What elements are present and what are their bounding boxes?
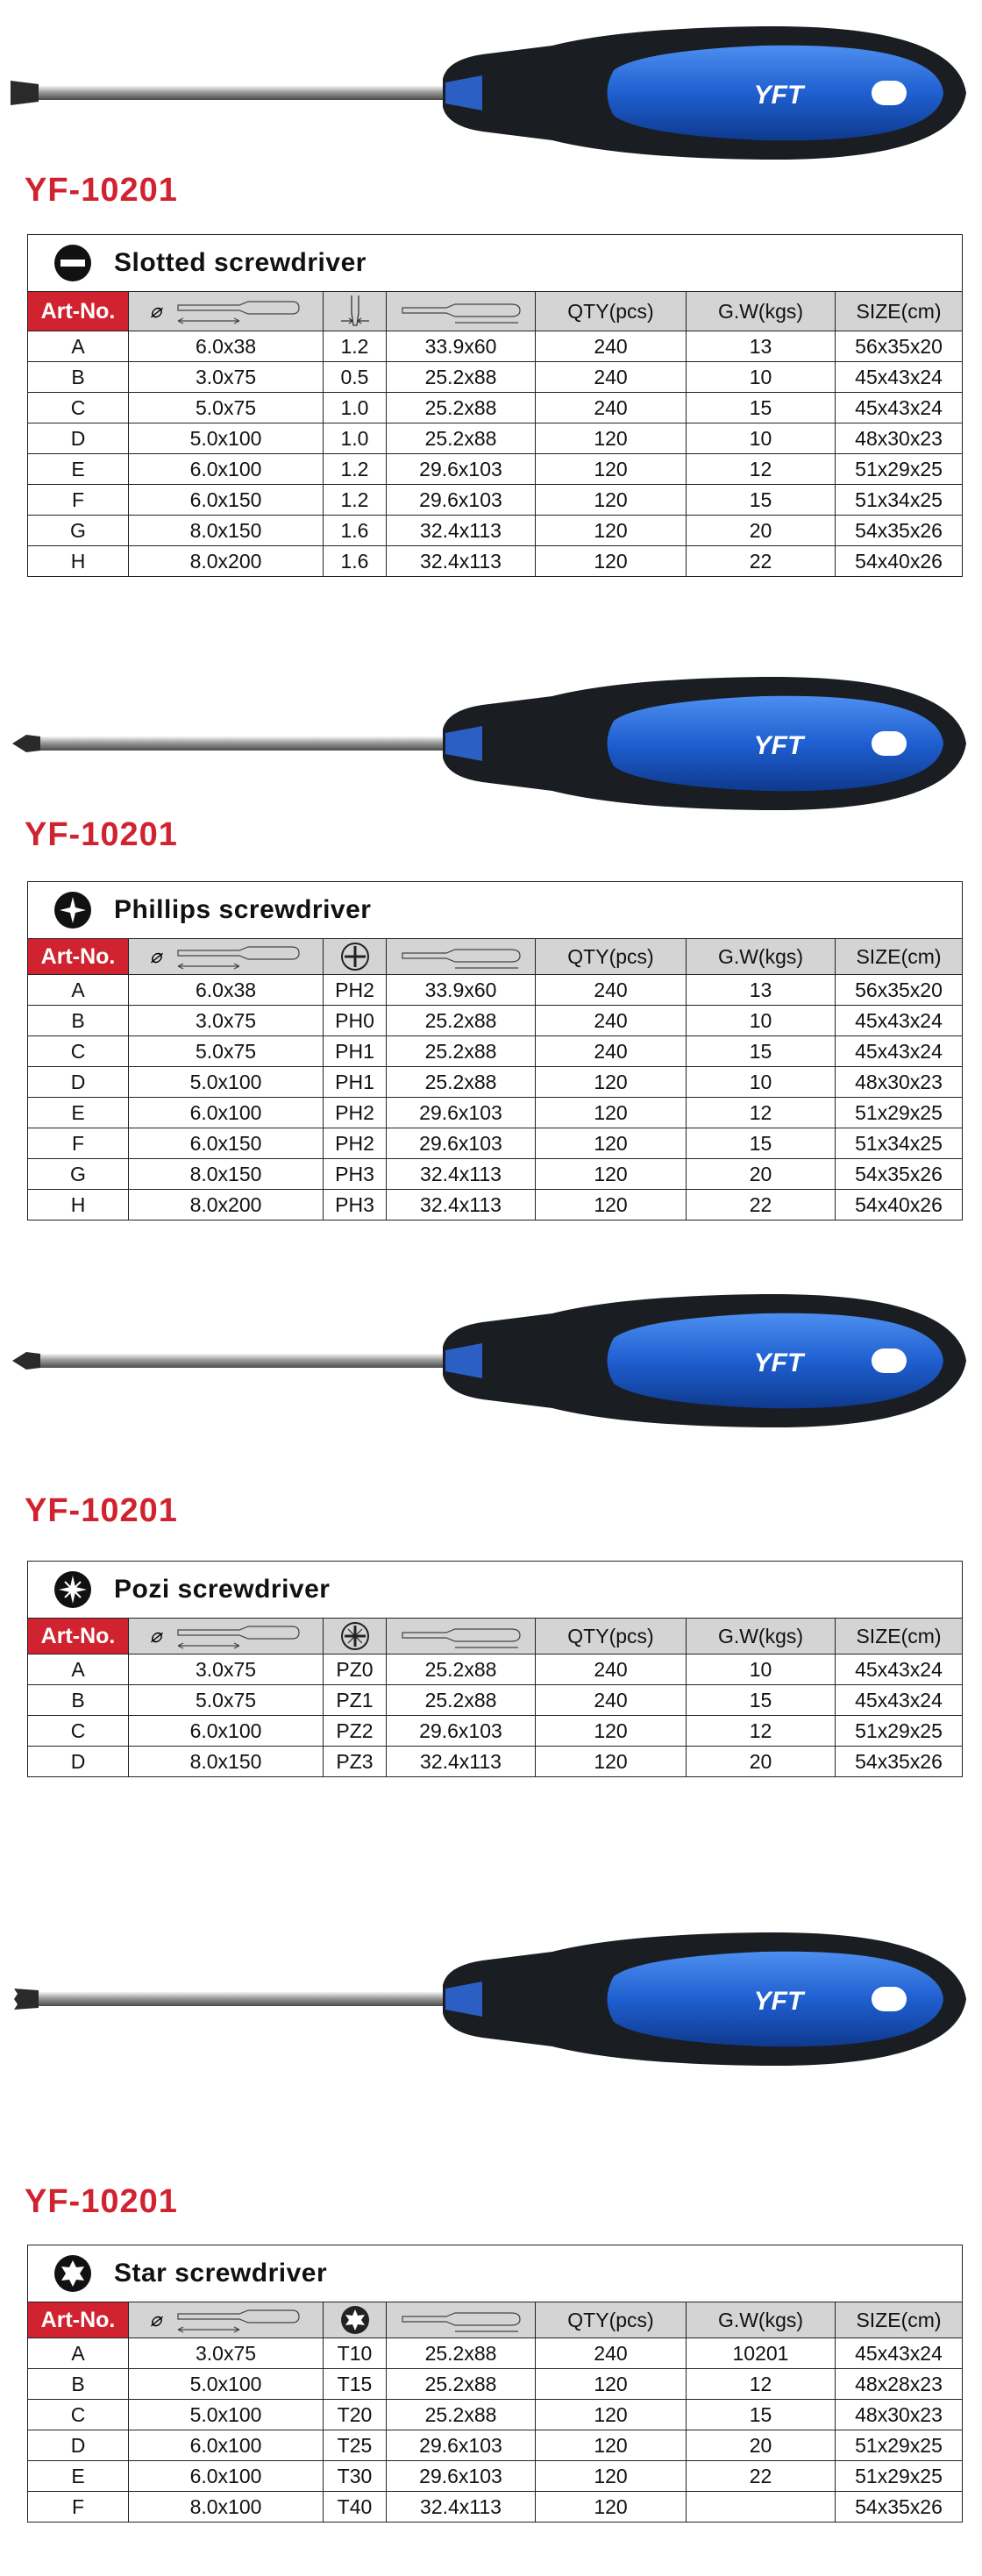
qty-cell: 240 bbox=[536, 362, 687, 393]
size-cell: 56x35x20 bbox=[836, 975, 963, 1006]
art-no-cell: H bbox=[28, 546, 129, 577]
table-body bbox=[28, 2338, 963, 2523]
handle-size-cell: 25.2x88 bbox=[387, 1654, 536, 1685]
handle-size-cell: 32.4x113 bbox=[387, 516, 536, 546]
diameter-length-diagram-icon bbox=[143, 939, 310, 974]
handle-size-cell: 29.6x103 bbox=[387, 1098, 536, 1128]
star-tip-icon bbox=[53, 2253, 93, 2294]
handle-size-cell: 29.6x103 bbox=[387, 1128, 536, 1159]
table-row bbox=[28, 1654, 963, 1685]
qty-cell: 120 bbox=[536, 485, 687, 516]
tip-size-cell: T30 bbox=[324, 2461, 387, 2492]
diameter-length-cell: 5.0x75 bbox=[129, 1036, 324, 1067]
qty-cell: 120 bbox=[536, 1747, 687, 1777]
diameter-length-cell: 5.0x100 bbox=[129, 1067, 324, 1098]
spec-table-pozi bbox=[27, 1561, 963, 1777]
handle-size-header bbox=[387, 292, 536, 331]
tip-size-cell: PH2 bbox=[324, 1098, 387, 1128]
size-cell: 51x34x25 bbox=[836, 485, 963, 516]
qty-cell: 240 bbox=[536, 1036, 687, 1067]
table-row bbox=[28, 2430, 963, 2461]
art-no-cell: A bbox=[28, 975, 129, 1006]
table-title-row bbox=[28, 2245, 963, 2302]
size-cell: 51x29x25 bbox=[836, 2461, 963, 2492]
size-cell: 45x43x24 bbox=[836, 1685, 963, 1716]
diameter-length-cell: 6.0x38 bbox=[129, 331, 324, 362]
torx-star-icon bbox=[338, 2302, 373, 2338]
gw-cell: 22 bbox=[687, 546, 836, 577]
qty-header: QTY(pcs) bbox=[536, 1619, 687, 1654]
tip-size-cell: PH0 bbox=[324, 1006, 387, 1036]
gw-cell: 20 bbox=[687, 1159, 836, 1190]
size-cell: 54x40x26 bbox=[836, 1190, 963, 1220]
diameter-length-cell: 6.0x150 bbox=[129, 1128, 324, 1159]
diameter-length-cell: 6.0x38 bbox=[129, 975, 324, 1006]
table-row bbox=[28, 1190, 963, 1220]
table-row bbox=[28, 1685, 963, 1716]
table-title: Slotted screwdriver bbox=[114, 248, 366, 277]
handle-size-cell: 32.4x113 bbox=[387, 2492, 536, 2523]
brand-logo: YFT bbox=[753, 81, 804, 110]
handle-size-cell: 29.6x103 bbox=[387, 454, 536, 485]
qty-cell: 120 bbox=[536, 1067, 687, 1098]
handle-size-cell: 25.2x88 bbox=[387, 1006, 536, 1036]
table-row bbox=[28, 516, 963, 546]
art-no-cell: D bbox=[28, 1067, 129, 1098]
handle-size-cell: 32.4x113 bbox=[387, 1747, 536, 1777]
size-cell: 51x29x25 bbox=[836, 1098, 963, 1128]
gw-cell: 20 bbox=[687, 2430, 836, 2461]
tip-size-cell: 1.2 bbox=[324, 485, 387, 516]
gw-cell: 10 bbox=[687, 1654, 836, 1685]
tip-size-cell: PZ2 bbox=[324, 1716, 387, 1747]
tip-size-cell: PH2 bbox=[324, 975, 387, 1006]
table-row bbox=[28, 331, 963, 362]
gw-header: G.W(kgs) bbox=[687, 292, 836, 331]
diameter-length-cell: 8.0x200 bbox=[129, 546, 324, 577]
tip-size-cell: 1.6 bbox=[324, 546, 387, 577]
table-row bbox=[28, 1036, 963, 1067]
handle-size-cell: 33.9x60 bbox=[387, 975, 536, 1006]
diameter-length-header bbox=[129, 1619, 324, 1654]
art-no-cell: F bbox=[28, 485, 129, 516]
table-header-row bbox=[28, 939, 963, 975]
art-no-cell: B bbox=[28, 2369, 129, 2400]
phillips-screwdriver-image bbox=[9, 670, 973, 819]
diameter-length-cell: 3.0x75 bbox=[129, 1654, 324, 1685]
hang-hole bbox=[872, 1987, 907, 2011]
gw-cell: 15 bbox=[687, 393, 836, 423]
diameter-length-diagram-icon bbox=[143, 2302, 310, 2338]
qty-cell: 120 bbox=[536, 546, 687, 577]
qty-cell: 120 bbox=[536, 2492, 687, 2523]
tip-size-cell: 1.0 bbox=[324, 423, 387, 454]
table-header-row bbox=[28, 1619, 963, 1654]
qty-cell: 120 bbox=[536, 1128, 687, 1159]
table-body bbox=[28, 975, 963, 1220]
table-row bbox=[28, 393, 963, 423]
gw-header: G.W(kgs) bbox=[687, 1619, 836, 1654]
handle-size-cell: 25.2x88 bbox=[387, 1067, 536, 1098]
size-header: SIZE(cm) bbox=[836, 2302, 963, 2338]
size-cell: 54x40x26 bbox=[836, 546, 963, 577]
art-no-cell: C bbox=[28, 1036, 129, 1067]
gw-header: G.W(kgs) bbox=[687, 939, 836, 975]
handle-size-cell: 29.6x103 bbox=[387, 1716, 536, 1747]
size-cell: 51x29x25 bbox=[836, 1716, 963, 1747]
art-no-cell: F bbox=[28, 1128, 129, 1159]
table-row bbox=[28, 975, 963, 1006]
art-no-header: Art-No. bbox=[28, 939, 129, 975]
qty-cell: 120 bbox=[536, 1098, 687, 1128]
table-header-row bbox=[28, 292, 963, 331]
art-no-cell: G bbox=[28, 1159, 129, 1190]
qty-cell: 120 bbox=[536, 2430, 687, 2461]
diameter-length-cell: 6.0x150 bbox=[129, 485, 324, 516]
pozi-tip-icon bbox=[53, 1569, 93, 1610]
tip-size-cell: PH3 bbox=[324, 1159, 387, 1190]
spec-table-phillips bbox=[27, 881, 963, 1220]
handle-size-cell: 29.6x103 bbox=[387, 2430, 536, 2461]
table-row bbox=[28, 1747, 963, 1777]
qty-cell: 240 bbox=[536, 1685, 687, 1716]
art-no-cell: E bbox=[28, 1098, 129, 1128]
table-row bbox=[28, 1159, 963, 1190]
tip-size-header bbox=[324, 1619, 387, 1654]
slotted-screwdriver-image bbox=[9, 19, 973, 168]
diameter-length-cell: 8.0x150 bbox=[129, 1159, 324, 1190]
blade-thickness-icon bbox=[329, 292, 381, 331]
table-row bbox=[28, 2400, 963, 2430]
art-no-cell: C bbox=[28, 393, 129, 423]
size-cell: 54x35x26 bbox=[836, 2492, 963, 2523]
qty-cell: 120 bbox=[536, 454, 687, 485]
diameter-length-cell: 8.0x150 bbox=[129, 516, 324, 546]
size-cell: 54x35x26 bbox=[836, 1159, 963, 1190]
size-cell: 45x43x24 bbox=[836, 362, 963, 393]
model-number: YF-10201 bbox=[25, 1492, 178, 1529]
art-no-header: Art-No. bbox=[28, 1619, 129, 1654]
gw-cell: 15 bbox=[687, 1685, 836, 1716]
diameter-length-cell: 5.0x75 bbox=[129, 1685, 324, 1716]
gw-cell: 10 bbox=[687, 362, 836, 393]
handle-dimension-icon bbox=[395, 1619, 527, 1654]
diameter-length-cell: 3.0x75 bbox=[129, 1006, 324, 1036]
hang-hole bbox=[872, 81, 907, 105]
size-cell: 45x43x24 bbox=[836, 1006, 963, 1036]
qty-cell: 240 bbox=[536, 1006, 687, 1036]
qty-cell: 120 bbox=[536, 1190, 687, 1220]
spec-table-star bbox=[27, 2245, 963, 2523]
diameter-length-cell: 3.0x75 bbox=[129, 2338, 324, 2369]
svg-text:⌀: ⌀ bbox=[149, 300, 161, 322]
tip-size-cell: PH1 bbox=[324, 1067, 387, 1098]
gw-cell: 12 bbox=[687, 1716, 836, 1747]
handle-size-cell: 25.2x88 bbox=[387, 362, 536, 393]
handle-size-header bbox=[387, 2302, 536, 2338]
diameter-length-header bbox=[129, 939, 324, 975]
shaft bbox=[37, 1354, 449, 1368]
diameter-length-diagram-icon bbox=[143, 294, 310, 329]
table-body bbox=[28, 331, 963, 577]
diameter-length-cell: 5.0x100 bbox=[129, 423, 324, 454]
slotted-tip-icon bbox=[53, 243, 93, 283]
table-row bbox=[28, 2338, 963, 2369]
gw-header: G.W(kgs) bbox=[687, 2302, 836, 2338]
art-no-cell: E bbox=[28, 2461, 129, 2492]
size-cell: 48x30x23 bbox=[836, 1067, 963, 1098]
size-cell: 45x43x24 bbox=[836, 1036, 963, 1067]
tip-size-cell: 1.0 bbox=[324, 393, 387, 423]
tip-size-cell: 1.6 bbox=[324, 516, 387, 546]
phillips-cross-icon bbox=[338, 939, 373, 974]
svg-text:⌀: ⌀ bbox=[149, 2309, 161, 2330]
art-no-header: Art-No. bbox=[28, 2302, 129, 2338]
hang-hole bbox=[872, 731, 907, 756]
pozi-screwdriver-image bbox=[9, 1287, 973, 1436]
diameter-length-cell: 8.0x100 bbox=[129, 2492, 324, 2523]
tip-size-header bbox=[324, 939, 387, 975]
tip-size-cell: PZ0 bbox=[324, 1654, 387, 1685]
qty-cell: 120 bbox=[536, 1159, 687, 1190]
table-row bbox=[28, 2461, 963, 2492]
art-no-header: Art-No. bbox=[28, 292, 129, 331]
diameter-length-cell: 5.0x100 bbox=[129, 2369, 324, 2400]
tip-size-cell: T40 bbox=[324, 2492, 387, 2523]
model-number: YF-10201 bbox=[25, 172, 178, 209]
gw-cell: 10201 bbox=[687, 2338, 836, 2369]
size-cell: 54x35x26 bbox=[836, 1747, 963, 1777]
table-row bbox=[28, 2492, 963, 2523]
art-no-cell: B bbox=[28, 1006, 129, 1036]
diameter-length-cell: 5.0x100 bbox=[129, 2400, 324, 2430]
handle-size-cell: 25.2x88 bbox=[387, 2369, 536, 2400]
model-number: YF-10201 bbox=[25, 816, 178, 853]
art-no-cell: A bbox=[28, 2338, 129, 2369]
size-cell: 48x30x23 bbox=[836, 423, 963, 454]
tip-size-cell: T25 bbox=[324, 2430, 387, 2461]
shaft bbox=[37, 86, 449, 100]
table-row bbox=[28, 2369, 963, 2400]
diameter-length-cell: 6.0x100 bbox=[129, 454, 324, 485]
handle-size-cell: 32.4x113 bbox=[387, 546, 536, 577]
size-cell: 51x29x25 bbox=[836, 2430, 963, 2461]
pozi-cross-icon bbox=[338, 1619, 373, 1654]
art-no-cell: F bbox=[28, 2492, 129, 2523]
handle-size-cell: 32.4x113 bbox=[387, 1159, 536, 1190]
tip-size-cell: T15 bbox=[324, 2369, 387, 2400]
brand-logo: YFT bbox=[753, 731, 804, 760]
size-header: SIZE(cm) bbox=[836, 939, 963, 975]
size-cell: 45x43x24 bbox=[836, 2338, 963, 2369]
size-header: SIZE(cm) bbox=[836, 292, 963, 331]
table-row bbox=[28, 1716, 963, 1747]
size-cell: 51x29x25 bbox=[836, 454, 963, 485]
size-cell: 45x43x24 bbox=[836, 1654, 963, 1685]
gw-cell: 20 bbox=[687, 516, 836, 546]
size-cell: 54x35x26 bbox=[836, 516, 963, 546]
table-title: Phillips screwdriver bbox=[114, 895, 372, 924]
gw-cell: 13 bbox=[687, 975, 836, 1006]
table-row bbox=[28, 1128, 963, 1159]
gw-cell: 15 bbox=[687, 485, 836, 516]
qty-cell: 120 bbox=[536, 2461, 687, 2492]
diameter-length-header bbox=[129, 292, 324, 331]
handle-dimension-icon bbox=[395, 294, 527, 329]
tip-size-header bbox=[324, 2302, 387, 2338]
qty-cell: 240 bbox=[536, 393, 687, 423]
tip-size-cell: 1.2 bbox=[324, 454, 387, 485]
size-cell: 45x43x24 bbox=[836, 393, 963, 423]
table-row bbox=[28, 423, 963, 454]
tip-size-cell: PZ3 bbox=[324, 1747, 387, 1777]
diameter-length-cell: 8.0x150 bbox=[129, 1747, 324, 1777]
tip-size-cell: 1.2 bbox=[324, 331, 387, 362]
spec-table-slotted bbox=[27, 234, 963, 577]
table-title-row bbox=[28, 1562, 963, 1619]
brand-logo: YFT bbox=[753, 1987, 804, 2016]
tip-size-cell: T10 bbox=[324, 2338, 387, 2369]
tip-size-cell: PH3 bbox=[324, 1190, 387, 1220]
tip-size-cell: PZ1 bbox=[324, 1685, 387, 1716]
gw-cell: 10 bbox=[687, 1006, 836, 1036]
qty-cell: 120 bbox=[536, 423, 687, 454]
table-row bbox=[28, 362, 963, 393]
table-title: Star screwdriver bbox=[114, 2259, 328, 2288]
diameter-length-cell: 6.0x100 bbox=[129, 1716, 324, 1747]
diameter-length-cell: 6.0x100 bbox=[129, 2461, 324, 2492]
diameter-length-cell: 3.0x75 bbox=[129, 362, 324, 393]
qty-cell: 240 bbox=[536, 1654, 687, 1685]
handle-size-cell: 25.2x88 bbox=[387, 1685, 536, 1716]
shaft bbox=[37, 737, 449, 751]
diameter-length-cell: 6.0x100 bbox=[129, 2430, 324, 2461]
handle-size-cell: 25.2x88 bbox=[387, 1036, 536, 1067]
size-cell: 48x30x23 bbox=[836, 2400, 963, 2430]
diameter-length-cell: 8.0x200 bbox=[129, 1190, 324, 1220]
handle-dimension-icon bbox=[395, 2302, 527, 2338]
tip-size-cell: PH2 bbox=[324, 1128, 387, 1159]
gw-cell: 12 bbox=[687, 454, 836, 485]
art-no-cell: G bbox=[28, 516, 129, 546]
art-no-cell: D bbox=[28, 1747, 129, 1777]
qty-cell: 240 bbox=[536, 2338, 687, 2369]
size-cell: 48x28x23 bbox=[836, 2369, 963, 2400]
table-title-row bbox=[28, 235, 963, 292]
table-row bbox=[28, 485, 963, 516]
qty-cell: 240 bbox=[536, 331, 687, 362]
handle-size-header bbox=[387, 939, 536, 975]
handle-size-cell: 32.4x113 bbox=[387, 1190, 536, 1220]
handle-dimension-icon bbox=[395, 939, 527, 974]
handle-size-cell: 25.2x88 bbox=[387, 2338, 536, 2369]
brand-logo: YFT bbox=[753, 1348, 804, 1377]
gw-cell: 13 bbox=[687, 331, 836, 362]
table-header-row bbox=[28, 2302, 963, 2338]
gw-cell: 10 bbox=[687, 1067, 836, 1098]
handle-size-cell: 29.6x103 bbox=[387, 2461, 536, 2492]
tip-size-header bbox=[324, 292, 387, 331]
table-row bbox=[28, 1006, 963, 1036]
tip-size-cell: PH1 bbox=[324, 1036, 387, 1067]
art-no-cell: D bbox=[28, 2430, 129, 2461]
handle-size-cell: 25.2x88 bbox=[387, 2400, 536, 2430]
handle-size-header bbox=[387, 1619, 536, 1654]
art-no-cell: A bbox=[28, 1654, 129, 1685]
qty-header: QTY(pcs) bbox=[536, 939, 687, 975]
gw-cell bbox=[687, 2492, 836, 2523]
table-row bbox=[28, 546, 963, 577]
qty-cell: 120 bbox=[536, 516, 687, 546]
gw-cell: 22 bbox=[687, 2461, 836, 2492]
table-title-row bbox=[28, 882, 963, 939]
shaft bbox=[37, 1992, 449, 2006]
size-header: SIZE(cm) bbox=[836, 1619, 963, 1654]
qty-cell: 120 bbox=[536, 2400, 687, 2430]
gw-cell: 15 bbox=[687, 1128, 836, 1159]
gw-cell: 10 bbox=[687, 423, 836, 454]
gw-cell: 12 bbox=[687, 2369, 836, 2400]
art-no-cell: B bbox=[28, 362, 129, 393]
table-row bbox=[28, 454, 963, 485]
qty-cell: 120 bbox=[536, 1716, 687, 1747]
model-number: YF-10201 bbox=[25, 2183, 178, 2220]
handle-size-cell: 25.2x88 bbox=[387, 423, 536, 454]
table-body bbox=[28, 1654, 963, 1777]
tip-size-cell: 0.5 bbox=[324, 362, 387, 393]
art-no-cell: H bbox=[28, 1190, 129, 1220]
table-row bbox=[28, 1098, 963, 1128]
art-no-cell: C bbox=[28, 2400, 129, 2430]
svg-text:⌀: ⌀ bbox=[149, 1625, 161, 1647]
star-screwdriver-image bbox=[9, 1925, 973, 2074]
qty-header: QTY(pcs) bbox=[536, 292, 687, 331]
gw-cell: 20 bbox=[687, 1747, 836, 1777]
qty-cell: 120 bbox=[536, 2369, 687, 2400]
gw-cell: 15 bbox=[687, 1036, 836, 1067]
art-no-cell: D bbox=[28, 423, 129, 454]
tip-size-cell: T20 bbox=[324, 2400, 387, 2430]
size-cell: 56x35x20 bbox=[836, 331, 963, 362]
qty-cell: 240 bbox=[536, 975, 687, 1006]
art-no-cell: A bbox=[28, 331, 129, 362]
gw-cell: 15 bbox=[687, 2400, 836, 2430]
gw-cell: 12 bbox=[687, 1098, 836, 1128]
diameter-length-header bbox=[129, 2302, 324, 2338]
art-no-cell: B bbox=[28, 1685, 129, 1716]
diameter-length-cell: 5.0x75 bbox=[129, 393, 324, 423]
svg-text:⌀: ⌀ bbox=[149, 945, 161, 967]
qty-header: QTY(pcs) bbox=[536, 2302, 687, 2338]
diameter-length-cell: 6.0x100 bbox=[129, 1098, 324, 1128]
phillips-tip-icon bbox=[53, 890, 93, 930]
hang-hole bbox=[872, 1348, 907, 1373]
handle-size-cell: 25.2x88 bbox=[387, 393, 536, 423]
table-title: Pozi screwdriver bbox=[114, 1575, 331, 1604]
art-no-cell: C bbox=[28, 1716, 129, 1747]
table-row bbox=[28, 1067, 963, 1098]
size-cell: 51x34x25 bbox=[836, 1128, 963, 1159]
handle-size-cell: 33.9x60 bbox=[387, 331, 536, 362]
handle-size-cell: 29.6x103 bbox=[387, 485, 536, 516]
art-no-cell: E bbox=[28, 454, 129, 485]
diameter-length-diagram-icon bbox=[143, 1619, 310, 1654]
gw-cell: 22 bbox=[687, 1190, 836, 1220]
